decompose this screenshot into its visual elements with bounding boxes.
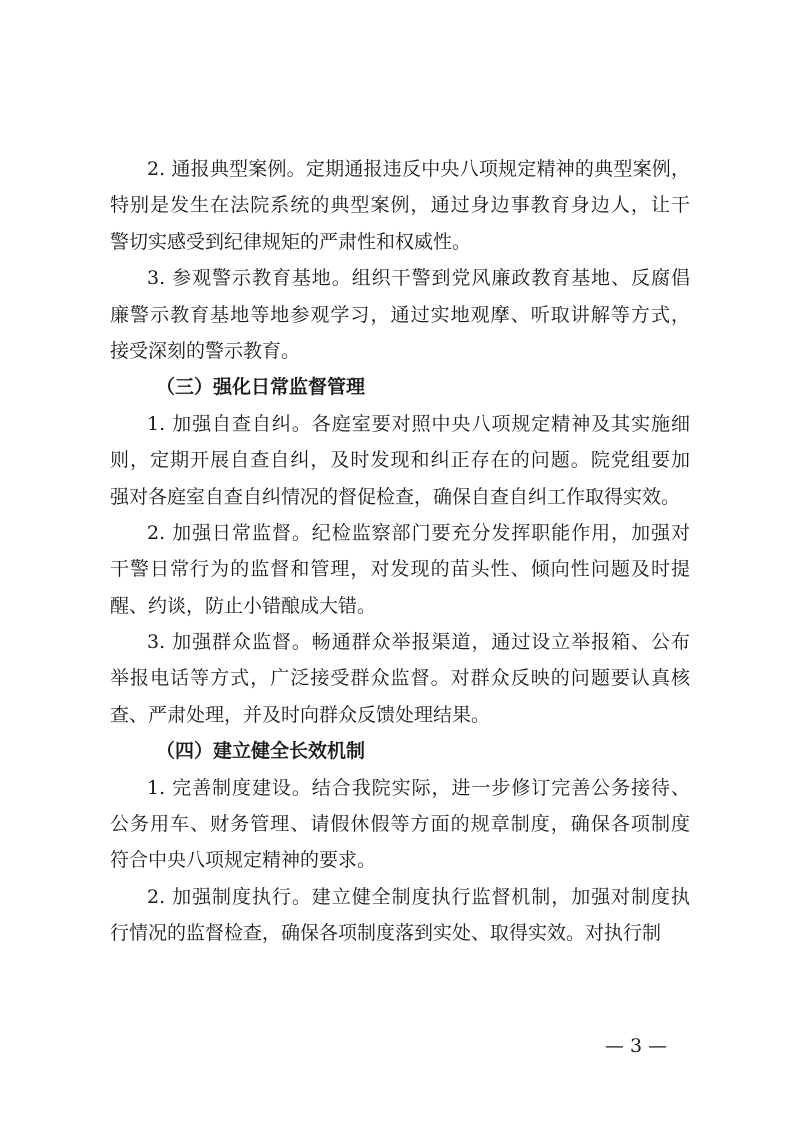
paragraph-line: 举报电话等方式，广泛接受群众监督。对群众反映的问题要认真核 bbox=[110, 667, 690, 690]
paragraph-line: 1. 加强自查自纠。各庭室要对照中央八项规定精神及其实施细 bbox=[147, 412, 690, 435]
paragraph-line: 查、严肃处理，并及时向群众反馈处理结果。 bbox=[110, 703, 491, 726]
page-number: — 3 — bbox=[604, 1035, 668, 1057]
paragraph-system-execution bbox=[110, 879, 690, 952]
document-body bbox=[110, 151, 690, 952]
paragraph-line: 醒、约谈，防止小错酿成大错。 bbox=[110, 594, 377, 617]
paragraph-warning-base bbox=[110, 260, 690, 369]
paragraph-line: 则，定期开展自查自纠，及时发现和纠正存在的问题。院党组要加 bbox=[110, 449, 690, 472]
paragraph-daily-supervision bbox=[110, 515, 690, 624]
paragraph-line: 1. 完善制度建设。结合我院实际，进一步修订完善公务接待、 bbox=[147, 776, 690, 799]
paragraph-line: 特别是发生在法院系统的典型案例，通过身边事教育身边人，让干 bbox=[110, 194, 690, 217]
paragraph-line: 强对各庭室自查自纠情况的督促检查，确保自查自纠工作取得实效。 bbox=[110, 485, 681, 508]
paragraph-self-inspection bbox=[110, 406, 690, 515]
heading-daily-supervision bbox=[110, 369, 690, 405]
paragraph-line: 2. 加强日常监督。纪检监察部门要充分发挥职能作用，加强对 bbox=[147, 521, 690, 544]
paragraph-line: 2. 加强制度执行。建立健全制度执行监督机制，加强对制度执 bbox=[147, 885, 690, 908]
heading-long-term-mechanism bbox=[110, 733, 690, 769]
paragraph-line: 公务用车、财务管理、请假休假等方面的规章制度，确保各项制度 bbox=[110, 813, 690, 836]
paragraph-line: 2. 通报典型案例。定期通报违反中央八项规定精神的典型案例， bbox=[147, 158, 690, 180]
paragraph-line: 干警日常行为的监督和管理，对发现的苗头性、倾向性问题及时提 bbox=[110, 558, 690, 581]
paragraph-line: 廉警示教育基地等地参观学习，通过实地观摩、听取讲解等方式， bbox=[110, 303, 690, 326]
paragraph-typical-cases bbox=[110, 151, 690, 260]
paragraph-line: 接受深刻的警示教育。 bbox=[110, 339, 301, 362]
paragraph-line: 符合中央八项规定精神的要求。 bbox=[110, 849, 377, 872]
paragraph-line: 警切实感受到纪律规矩的严肃性和权威性。 bbox=[110, 230, 472, 253]
section-heading: （四）建立健全长效机制 bbox=[156, 740, 366, 763]
paragraph-line: 3. 加强群众监督。畅通群众举报渠道，通过设立举报箱、公布 bbox=[147, 631, 690, 654]
paragraph-public-supervision bbox=[110, 624, 690, 733]
paragraph-line: 3. 参观警示教育基地。组织干警到党风廉政教育基地、反腐倡 bbox=[147, 267, 690, 290]
section-heading: （三）强化日常监督管理 bbox=[156, 376, 366, 399]
paragraph-line: 行情况的监督检查，确保各项制度落到实处、取得实效。对执行制 bbox=[110, 922, 662, 945]
paragraph-system-building bbox=[110, 770, 690, 879]
